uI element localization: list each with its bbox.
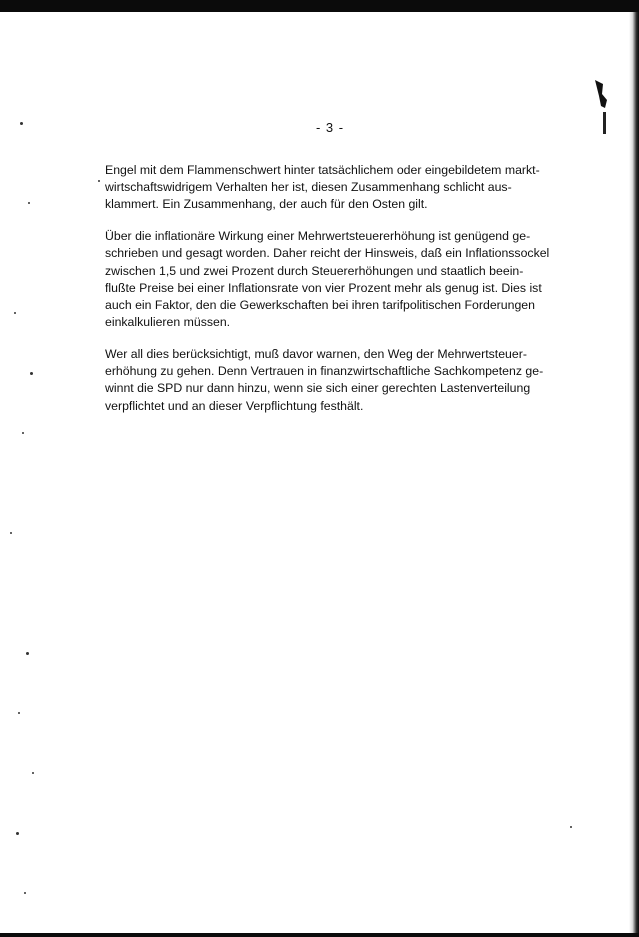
body-text [105, 162, 553, 429]
text-line: verpflichtet und an dieser Verpflichtung festhält. [105, 398, 364, 413]
paragraph-1 [105, 162, 553, 214]
text-line: Wer all dies berücksichtigt, muß davor warnen, den Weg der Mehrwertsteuer- [105, 347, 527, 362]
page-number: - 3 - [315, 120, 345, 135]
scan-right-edge-shadow [629, 12, 639, 933]
paragraph-3 [105, 346, 553, 415]
scan-speck [98, 180, 100, 182]
text-line: klammert. Ein Zusammenhang, der auch für den Osten gilt. [105, 197, 428, 212]
scan-top-border [0, 0, 639, 12]
scan-speck [570, 826, 572, 828]
text-line: auch ein Faktor, den die Gewerkschaften bei ihren tarifpolitischen Forderungen [105, 298, 535, 313]
text-line: wirtschaftswidrigem Verhalten her ist, diesen Zusammenhang schlicht aus- [105, 180, 512, 195]
text-line: einkalkulieren müssen. [105, 315, 231, 330]
scan-binding-mark [593, 78, 609, 138]
scan-left-edge-noise [0, 12, 44, 933]
text-line: Engel mit dem Flammenschwert hinter tatsächlichem oder eingebildetem markt- [105, 163, 540, 177]
scan-bottom-border [0, 933, 639, 937]
text-line: erhöhung zu gehen. Denn Vertrauen in finanzwirtschaftliche Sachkompetenz ge- [105, 364, 544, 379]
text-line: winnt die SPD nur dann hinzu, wenn sie sich einer gerechten Lastenverteilung [105, 381, 531, 396]
text-line: Über die inflationäre Wirkung einer Mehrwertsteuererhöhung ist genügend ge- [105, 229, 531, 244]
text-line: flußte Preise bei einer Inflationsrate von vier Prozent mehr als genug ist. Dies ist [105, 280, 542, 295]
text-line: zwischen 1,5 und zwei Prozent durch Steuererhöhungen und staatlich beein- [105, 263, 524, 278]
paragraph-2 [105, 228, 553, 331]
text-line: schrieben und gesagt worden. Daher reicht der Hinsweis, daß ein Inflationssockel [105, 246, 550, 261]
